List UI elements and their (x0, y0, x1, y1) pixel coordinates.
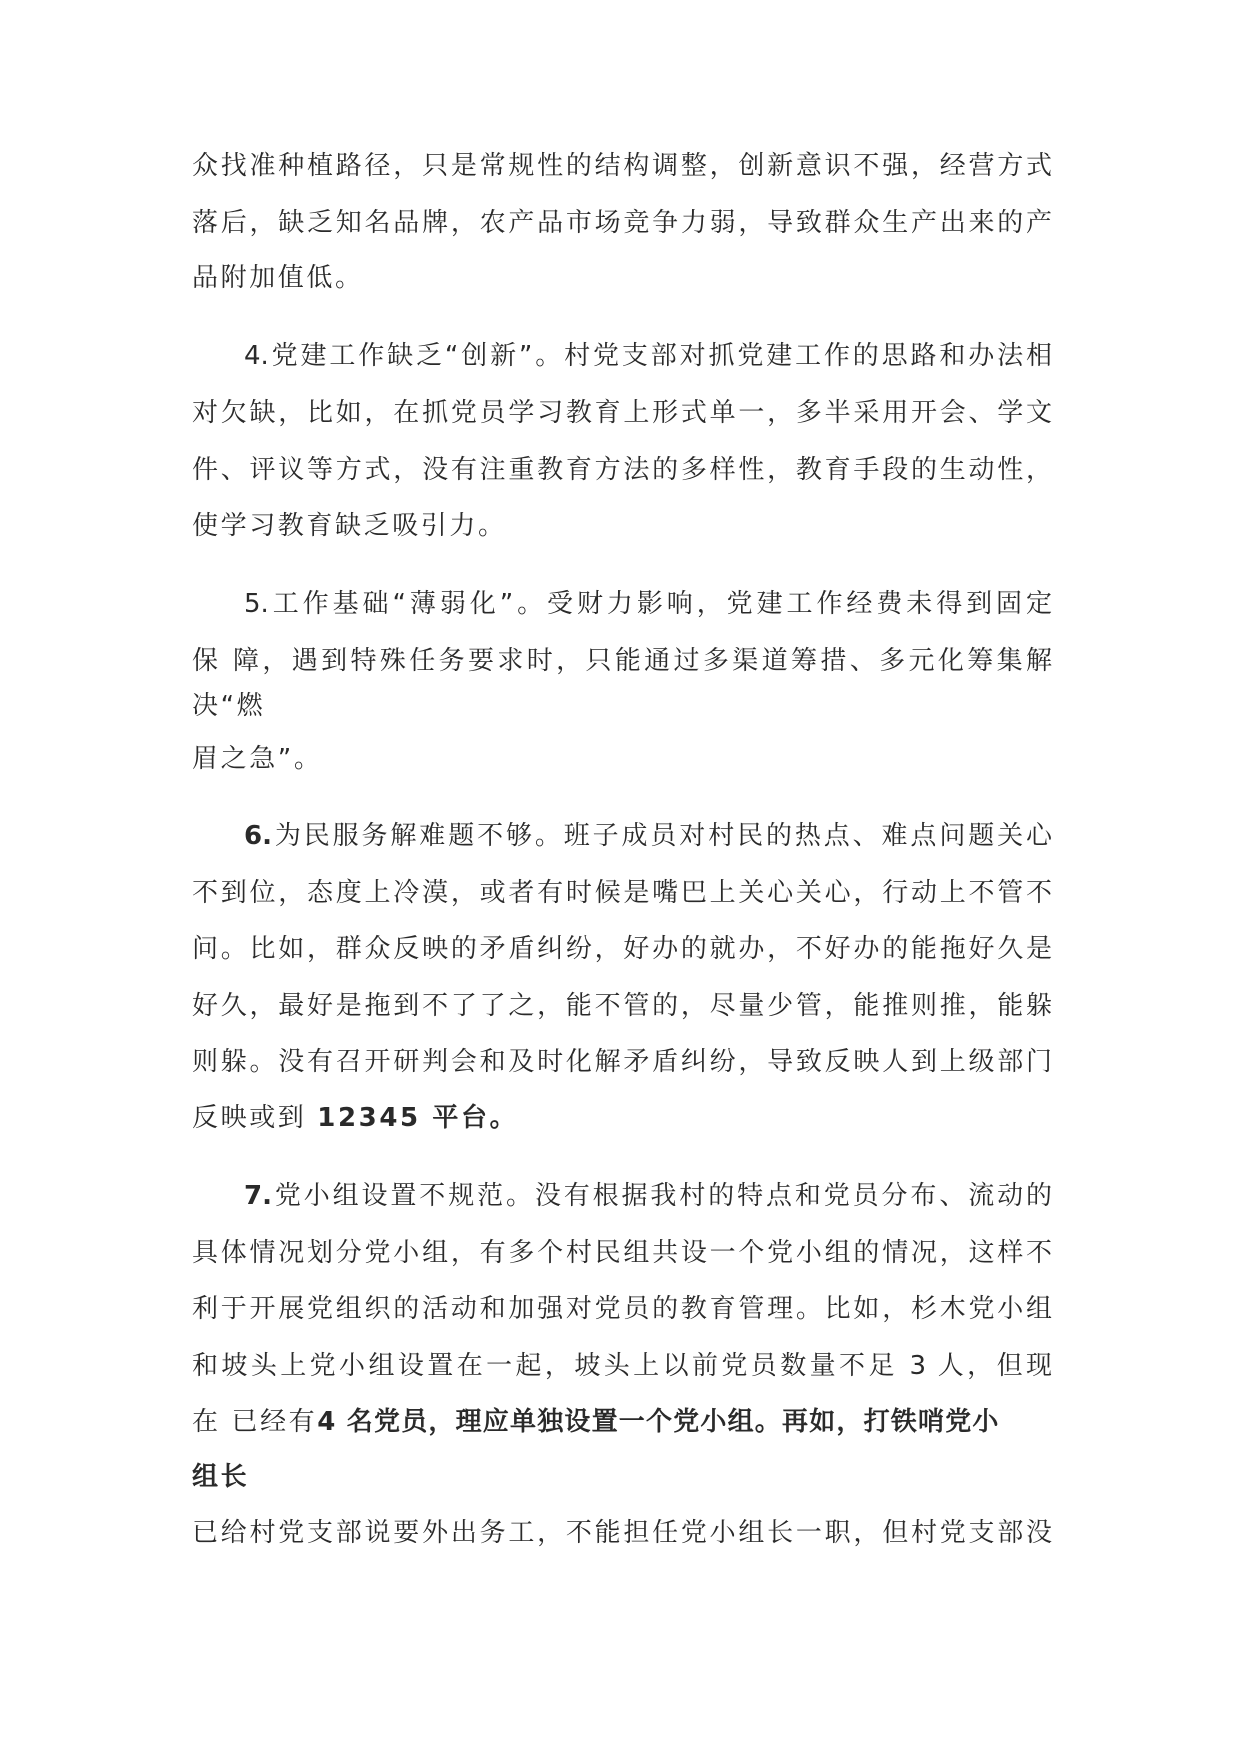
para-7-number: 7. (244, 1181, 272, 1211)
para-6-line-4: 好久，最好是拖到不了了之，能不管的，尽量少管，能推则推，能躲 (192, 991, 1052, 1021)
para-6-line-6-start: 反映或到 (192, 1103, 318, 1133)
para-6-line-3: 问。比如，群众反映的矛盾纠纷，好办的就办，不好办的能拖好久是 (192, 934, 1052, 964)
para-7-line-7: 已给村党支部说要外出务工，不能担任党小组长一职，但村党支部没 (192, 1518, 1052, 1548)
para-4-line-3: 件、评议等方式，没有注重教育方法的多样性，教育手段的生动性， (192, 455, 1052, 485)
para-7-line-6: 组长 (192, 1462, 250, 1492)
para-4-line-2: 对欠缺，比如，在抓党员学习教育上形式单一，多半采用开会、学文 (192, 398, 1052, 428)
para-5-line-4: 眉之急”。 (192, 744, 323, 774)
para-7-line-5 (192, 1404, 1052, 1440)
para-6-line-6-end: 平台。 (420, 1103, 519, 1133)
para-7-line-3: 利于开展党组织的活动和加强对党员的教育管理。比如，杉木党小组 (192, 1294, 1052, 1324)
para-3-line-2: 落后，缺乏知名品牌，农产品市场竞争力弱，导致群众生产出来的产 (192, 208, 1052, 238)
para-6-line-5: 则躲。没有召开研判会和及时化解矛盾纠纷，导致反映人到上级部门 (192, 1047, 1052, 1077)
para-7-line-5-start: 在 已经有 (192, 1407, 318, 1437)
para-5-line-3: 决“燃 (192, 691, 266, 721)
para-5-line-1: 5.工作基础“薄弱化”。受财力影响，党建工作经费未得到固定 (244, 589, 1052, 619)
para-7-line-1-text: 党小组设置不规范。没有根据我村的特点和党员分布、流动的 (271, 1181, 1052, 1211)
para-3-line-1: 众找准种植路径，只是常规性的结构调整，创新意识不强，经营方式 (192, 151, 1052, 181)
para-6-number: 6. (244, 821, 272, 851)
para-5-line-2: 保 障，遇到特殊任务要求时，只能通过多渠道筹措、多元化筹集解 (192, 646, 1052, 676)
para-6-line-1-text: 为民服务解难题不够。班子成员对村民的热点、难点问题关心 (271, 821, 1052, 851)
para-6-line-1 (244, 818, 1052, 854)
para-6-line-2: 不到位，态度上冷漠，或者有时候是嘴巴上关心关心，行动上不管不 (192, 878, 1052, 908)
para-7-line-5-bold: 4 名党员，理应单独设置一个党小组。再如，打铁哨党小 (317, 1407, 1000, 1437)
para-4-line-1: 4.党建工作缺乏“创新”。村党支部对抓党建工作的思路和办法相 (244, 341, 1052, 371)
para-7-line-4: 和坡头上党小组设置在一起，坡头上以前党员数量不足 3 人，但现 (192, 1351, 1052, 1381)
hotline-number: 12345 (317, 1103, 421, 1133)
para-6-line-6 (192, 1100, 1052, 1136)
para-7-line-2: 具体情况划分党小组，有多个村民组共设一个党小组的情况，这样不 (192, 1238, 1052, 1268)
para-7-line-1 (244, 1178, 1052, 1214)
para-4-line-4: 使学习教育缺乏吸引力。 (192, 511, 507, 541)
para-3-line-3: 品附加值低。 (192, 263, 364, 293)
